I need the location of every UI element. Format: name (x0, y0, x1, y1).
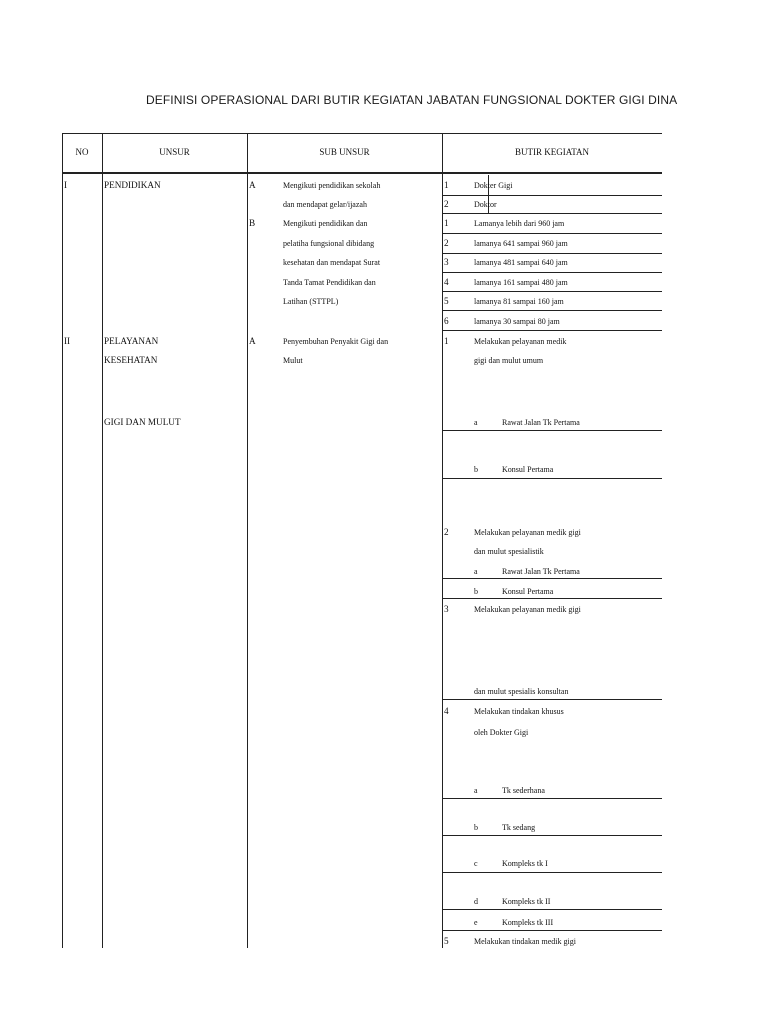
column-divider-unsur (102, 133, 103, 948)
butir-text: lamanya 641 sampai 960 jam (474, 239, 568, 248)
butir-text: Doktor (474, 200, 497, 209)
butir-sub-letter: e (474, 918, 478, 927)
sub-unsur-text: Mengikuti pendidikan sekolah (283, 181, 381, 190)
butir-sub-text: Kompleks tk I (502, 859, 548, 868)
butir-sub-text: Kompleks tk II (502, 897, 551, 906)
table-top-border (62, 133, 662, 134)
butir-sub-letter: b (474, 823, 478, 832)
section-no: II (64, 336, 71, 346)
butir-text: dan mulut spesialis konsultan (474, 687, 569, 696)
butir-text: lamanya 481 sampai 640 jam (474, 258, 568, 267)
butir-sub-text: Tk sedang (502, 823, 536, 832)
row-line (442, 835, 662, 836)
sub-unsur-text: kesehatan dan mendapat Surat (283, 258, 381, 267)
butir-sub-letter: c (474, 859, 478, 868)
butir-sub-letter: a (474, 567, 478, 576)
section-unsur: PENDIDIKAN (104, 180, 161, 190)
row-line (442, 430, 662, 431)
butir-text: dan mulut spesialistik (474, 547, 544, 556)
row-line (442, 291, 662, 292)
butir-no: 1 (444, 180, 449, 190)
sub-unsur-text: pelatiha fungsional dibidang (283, 239, 375, 248)
butir-no: 5 (444, 936, 449, 946)
butir-no: 4 (444, 277, 449, 287)
butir-no: 3 (444, 257, 449, 267)
butir-text: lamanya 81 sampai 160 jam (474, 297, 564, 306)
row-line (442, 909, 662, 910)
butir-sub-text: Konsul Pertama (502, 587, 554, 596)
sub-unsur-text: Penyembuhan Penyakit Gigi dan (283, 337, 389, 346)
column-divider-butir (442, 133, 443, 948)
page-title: DEFINISI OPERASIONAL DARI BUTIR KEGIATAN JABATAN FUNGSIONAL DOKTER GIGI DINA (146, 93, 678, 107)
butir-text: Melakukan tindakan medik gigi (474, 937, 576, 946)
butir-sub-text: Kompleks tk III (502, 918, 554, 927)
butir-sub-letter: a (474, 418, 478, 427)
row-line (442, 930, 662, 931)
butir-no: 3 (444, 604, 449, 614)
row-line (442, 598, 662, 599)
row-line (442, 798, 662, 799)
butir-text: gigi dan mulut umum (474, 356, 544, 365)
header-unsur: UNSUR (159, 147, 190, 157)
butir-no: 5 (444, 296, 449, 306)
butir-no: 2 (444, 527, 449, 537)
row-line (442, 478, 662, 479)
butir-no: 2 (444, 238, 449, 248)
butir-text: Melakukan pelayanan medik gigi (474, 605, 581, 614)
butir-no: 1 (444, 218, 449, 228)
row-line (442, 253, 662, 254)
sub-unsur-letter: A (249, 336, 256, 346)
header-sub-unsur: SUB UNSUR (319, 147, 370, 157)
section-unsur: GIGI DAN MULUT (104, 417, 181, 427)
row-line (442, 233, 662, 234)
butir-text: lamanya 30 sampai 80 jam (474, 317, 560, 326)
sub-unsur-letter: B (249, 218, 256, 228)
butir-no: 6 (444, 316, 449, 326)
column-divider-sub-unsur (247, 133, 248, 948)
table-border-left (62, 133, 63, 948)
butir-text: Melakukan tindakan khusus (474, 707, 564, 716)
row-line (442, 699, 662, 700)
butir-text: Melakukan pelayanan medik gigi (474, 528, 581, 537)
butir-no: 4 (444, 706, 449, 716)
butir-sub-text: Konsul Pertama (502, 465, 554, 474)
row-line (442, 195, 662, 196)
butir-sub-letter: d (474, 897, 478, 906)
header-butir-kegiatan: BUTIR KEGIATAN (514, 147, 590, 157)
sub-unsur-text: Mulut (283, 356, 303, 365)
butir-text: Melakukan pelayanan medik (474, 337, 567, 346)
sub-unsur-text: dan mendapat gelar/ijazah (283, 200, 367, 209)
butir-text: oleh Dokter Gigi (474, 728, 529, 737)
row-line (442, 872, 662, 873)
butir-no: 1 (444, 336, 449, 346)
row-line (442, 330, 662, 331)
butir-text: lamanya 161 sampai 480 jam (474, 278, 568, 287)
header-no: NO (75, 147, 89, 157)
row-line (442, 578, 662, 579)
butir-text: Lamanya lebih dari 960 jam (474, 219, 565, 228)
sub-unsur-text: Latihan (STTPL) (283, 297, 339, 306)
section-unsur: KESEHATAN (104, 355, 158, 365)
row-line (442, 272, 662, 273)
butir-sub-text: Tk sederhana (502, 786, 545, 795)
butir-sub-letter: b (474, 587, 478, 596)
butir-sub-letter: b (474, 465, 478, 474)
butir-sub-text: Rawat Jalan Tk Pertama (502, 418, 580, 427)
row-line (442, 310, 662, 311)
section-no: I (64, 180, 68, 190)
sub-unsur-letter: A (249, 180, 256, 190)
butir-sub-text: Rawat Jalan Tk Pertama (502, 567, 580, 576)
section-unsur: PELAYANAN (104, 336, 159, 346)
sub-unsur-text: Mengikuti pendidikan dan (283, 219, 368, 228)
header-bottom-border (62, 172, 662, 174)
butir-sub-letter: a (474, 786, 478, 795)
sub-unsur-text: Tanda Tamat Pendidikan dan (283, 278, 376, 287)
row-line (442, 213, 662, 214)
butir-text: Dokter Gigi (474, 181, 513, 190)
butir-no: 2 (444, 199, 449, 209)
